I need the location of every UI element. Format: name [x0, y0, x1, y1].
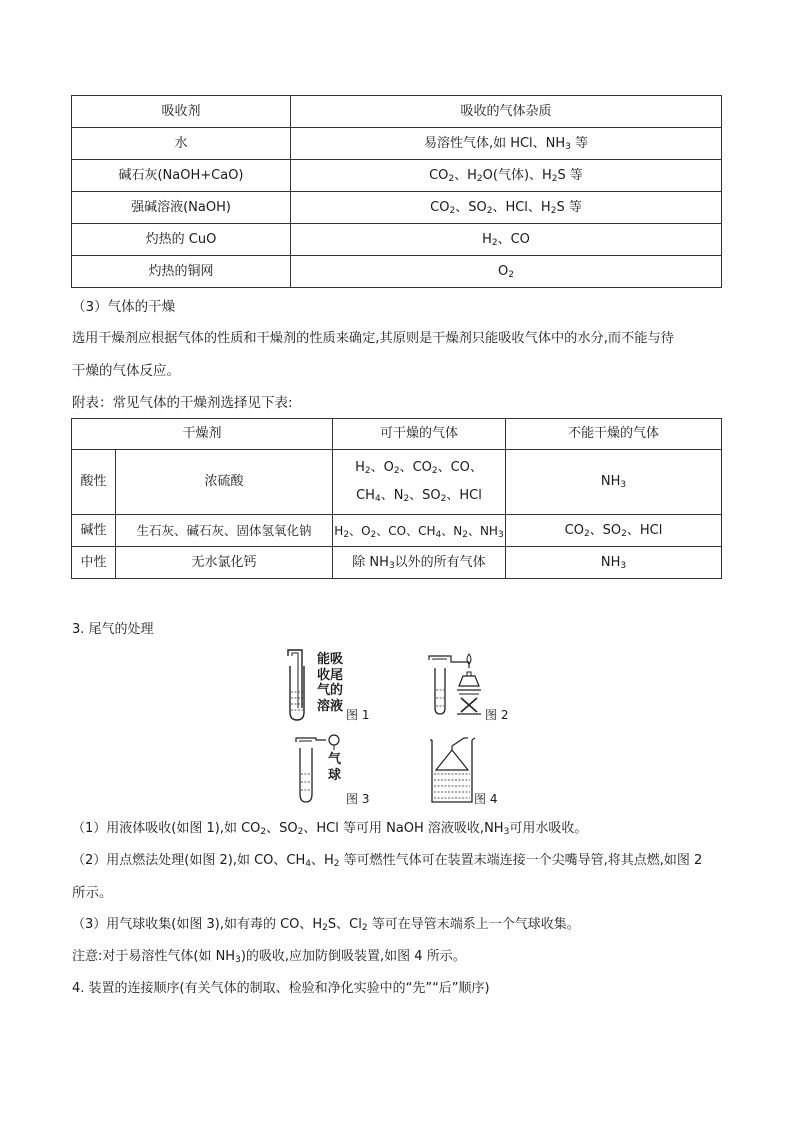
figure-1-label: 图 1 [346, 708, 370, 722]
figure-2-label: 图 2 [485, 708, 509, 722]
absorbent-impurity-cell: $CO_2$、$H_2O$(气体)、$H_2S$ 等 [291, 160, 722, 192]
desiccant-type-cell: 碱性 [72, 515, 116, 547]
drying-paragraph-line1: 选用干燥剂应根据气体的性质和干燥剂的性质来确定,其原则是干燥剂只能吸收气体中的水分,而不能与待 [72, 331, 674, 346]
absorbent-impurity-cell: $CO_2$、$SO_2$、HCl、$H_2S$ 等 [291, 192, 722, 224]
figure-3-label: 图 3 [346, 792, 370, 806]
figure-4-label: 图 4 [474, 792, 498, 806]
drying-table [71, 418, 722, 579]
figure-1 [284, 648, 374, 724]
absorbent-table-header: 吸收的气体杂质 [291, 96, 722, 128]
absorbent-agent-cell: 强碱溶液(NaOH) [72, 192, 291, 224]
absorbent-table [71, 95, 722, 288]
absorbent-impurity-cell: $O_2$ [291, 256, 722, 288]
section-tail-gas-title: 3. 尾气的处理 [72, 622, 154, 637]
figure-4-diagram [428, 736, 518, 806]
absorbent-agent-cell: 灼热的铜网 [72, 256, 291, 288]
desiccant-type-cell: 中性 [72, 547, 116, 579]
dryable-gases-cell: $H_2$、$O_2$、$CO_2$、CO、 $CH_4$、$N_2$、$SO_2$、HCl [333, 450, 506, 515]
tail-gas-note: 注意:对于易溶性气体(如 $NH_3$)的吸收,应加防倒吸装置,如图 4 所示。 [72, 949, 466, 965]
drying-table-header: 干燥剂 [72, 419, 333, 450]
section-drying-title: （3）气体的干燥 [72, 299, 176, 315]
figure-1-text: 能吸收尾气的溶液 [317, 652, 344, 714]
figure-3-text: 气球 [328, 752, 342, 783]
desiccant-type-cell: 酸性 [72, 450, 116, 515]
absorbent-agent-cell: 水 [72, 128, 291, 160]
tail-gas-method-3: （3）用气球收集(如图 3),如有毒的 CO、$H_2S$、$Cl_2$ 等可在导管末端系上一个气球收集。 [72, 917, 580, 933]
figure-2 [425, 650, 515, 724]
not-dryable-gases-cell: $CO_2$、$SO_2$、HCl [506, 515, 722, 547]
appendix-note: 附表：常见气体的干燥剂选择见下表: [72, 395, 293, 411]
desiccant-agent-cell: 浓硫酸 [116, 450, 333, 515]
desiccant-agent-cell: 生石灰、碱石灰、固体氢氧化钠 [116, 515, 333, 547]
dryable-gases-cell: $H_2$、$O_2$、CO、$CH_4$、$N_2$、$NH_3$ [333, 515, 506, 547]
drying-table-header: 可干燥的气体 [333, 419, 506, 450]
tail-gas-method-2-line1: （2）用点燃法处理(如图 2),如 CO、$CH_4$、$H_2$ 等可燃性气体可在装置末端连接一个尖嘴导管,将其点燃,如图 2 [72, 853, 703, 869]
tail-gas-method-1: （1）用液体吸收(如图 1),如 $CO_2$、$SO_2$、HCl 等可用 NaOH 溶液吸收$,NH_3$可用水吸收。 [72, 821, 588, 837]
desiccant-agent-cell: 无水氯化钙 [116, 547, 333, 579]
absorbent-impurity-cell: 易溶性气体,如 HCl、$NH_3$ 等 [291, 128, 722, 160]
tail-gas-method-2-line2: 所示。 [72, 885, 113, 901]
absorbent-table-header: 吸收剂 [72, 96, 291, 128]
figure-3 [290, 734, 380, 806]
absorbent-impurity-cell: $H_2$、CO [291, 224, 722, 256]
drying-table-header: 不能干燥的气体 [506, 419, 722, 450]
drying-paragraph-line2: 干燥的气体反应。 [72, 363, 180, 379]
dryable-gases-cell: 除 $NH_3$以外的所有气体 [333, 547, 506, 579]
absorbent-agent-cell: 碱石灰(NaOH+CaO) [72, 160, 291, 192]
absorbent-agent-cell: 灼热的 CuO [72, 224, 291, 256]
not-dryable-gases-cell: $NH_3$ [506, 450, 722, 515]
figure-4 [428, 736, 518, 806]
not-dryable-gases-cell: $NH_3$ [506, 547, 722, 579]
section-4-title: 4. 装置的连接顺序(有关气体的制取、检验和净化实验中的“先”“后”顺序) [72, 981, 490, 996]
